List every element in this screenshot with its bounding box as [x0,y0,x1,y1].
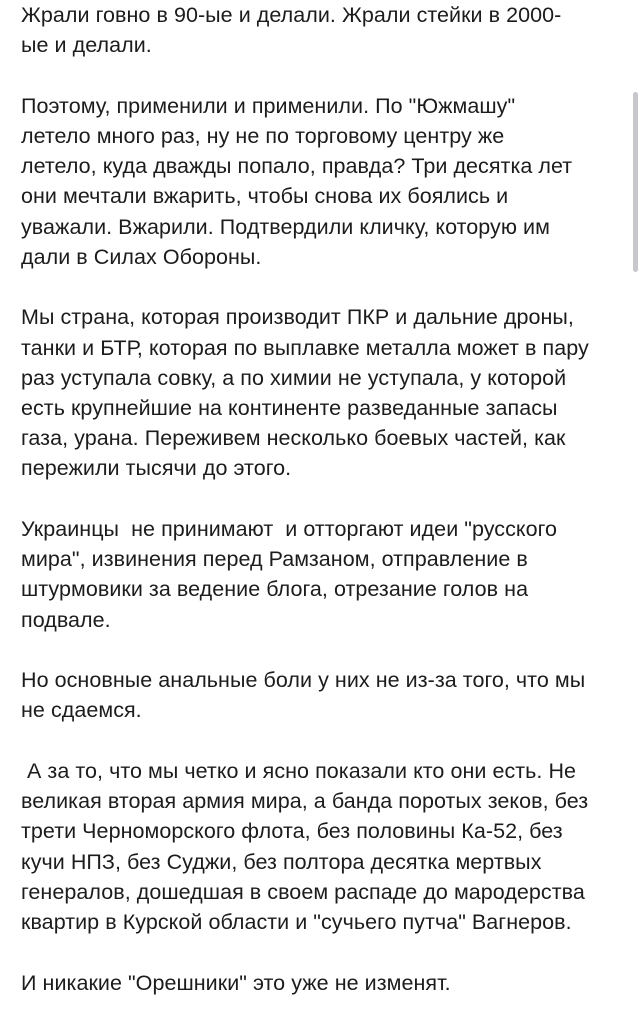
text-line: ые и делали. [21,33,152,58]
text-line: кучи НПЗ, без Суджи, без полтора десятка мертвых [21,849,542,874]
text-line: пережили тысячи до этого. [21,456,292,481]
scrollbar[interactable] [633,92,638,272]
paragraph-4 [21,514,627,635]
post-text [21,0,627,1028]
text-line: летело много раз, ну не по торговому центру же [21,124,505,148]
text-line: Жрали говно в 90-ые и делали. Жрали стейки в 2000- [21,3,562,27]
text-line: Поэтому, применили и применили. По "Южмашу" [21,93,516,118]
paragraph-5 [21,665,627,725]
text-line: штурмовики за ведение блога, отрезание голов на [21,577,529,602]
text-line: Но основные анальные боли у них не из-за того, что мы [21,668,586,693]
text-line: генералов, дошедшая в своем распаде до мародерства [21,879,585,904]
text-line: А за то, что мы четко и ясно показали кто они есть. Не [21,759,577,784]
text-line: есть крупнейшие на континенте разведанные запасы [21,396,558,421]
paragraph-7 [21,968,627,998]
text-line: летело, куда дважды попало, правда? Три десятка лет [21,154,573,179]
text-line: великая вторая армия мира, а банда поротых зеков, без [21,789,589,814]
text-line: они мечтали вжарить, чтобы снова их боялись и [21,184,509,209]
text-line: газа, урана. Переживем несколько боевых частей, как [21,426,566,451]
text-line: раз уступала совку, а по химии не уступала, у которой [21,365,567,390]
paragraph-1 [21,0,627,60]
text-line: Мы страна, которая производит ПКР и дальние дроны, [21,305,574,330]
text-line: дали в Силах Обороны. [21,244,262,269]
text-line: подвале. [21,607,111,632]
text-line: мира", извинения перед Рамзаном, отправление в [21,547,528,572]
paragraph-6 [21,756,627,937]
text-line: И никакие "Орешники" это уже не изменят. [21,970,451,995]
paragraph-2 [21,91,627,272]
text-line: уважали. Вжарили. Подтвердили кличку, которую им [21,214,550,239]
text-line: квартир в Курской области и "сучьего путча" Вагнеров. [21,910,572,935]
text-line: не сдаемся. [21,698,142,723]
text-line: трети Черноморского флота, без половины Ка-52, без [21,819,563,844]
paragraph-3 [21,302,627,483]
text-line: танки и БТР, которая по выплавке металла может в пару [21,335,589,360]
text-line: Украинцы не принимают и отторгают идеи "русского [21,517,558,542]
